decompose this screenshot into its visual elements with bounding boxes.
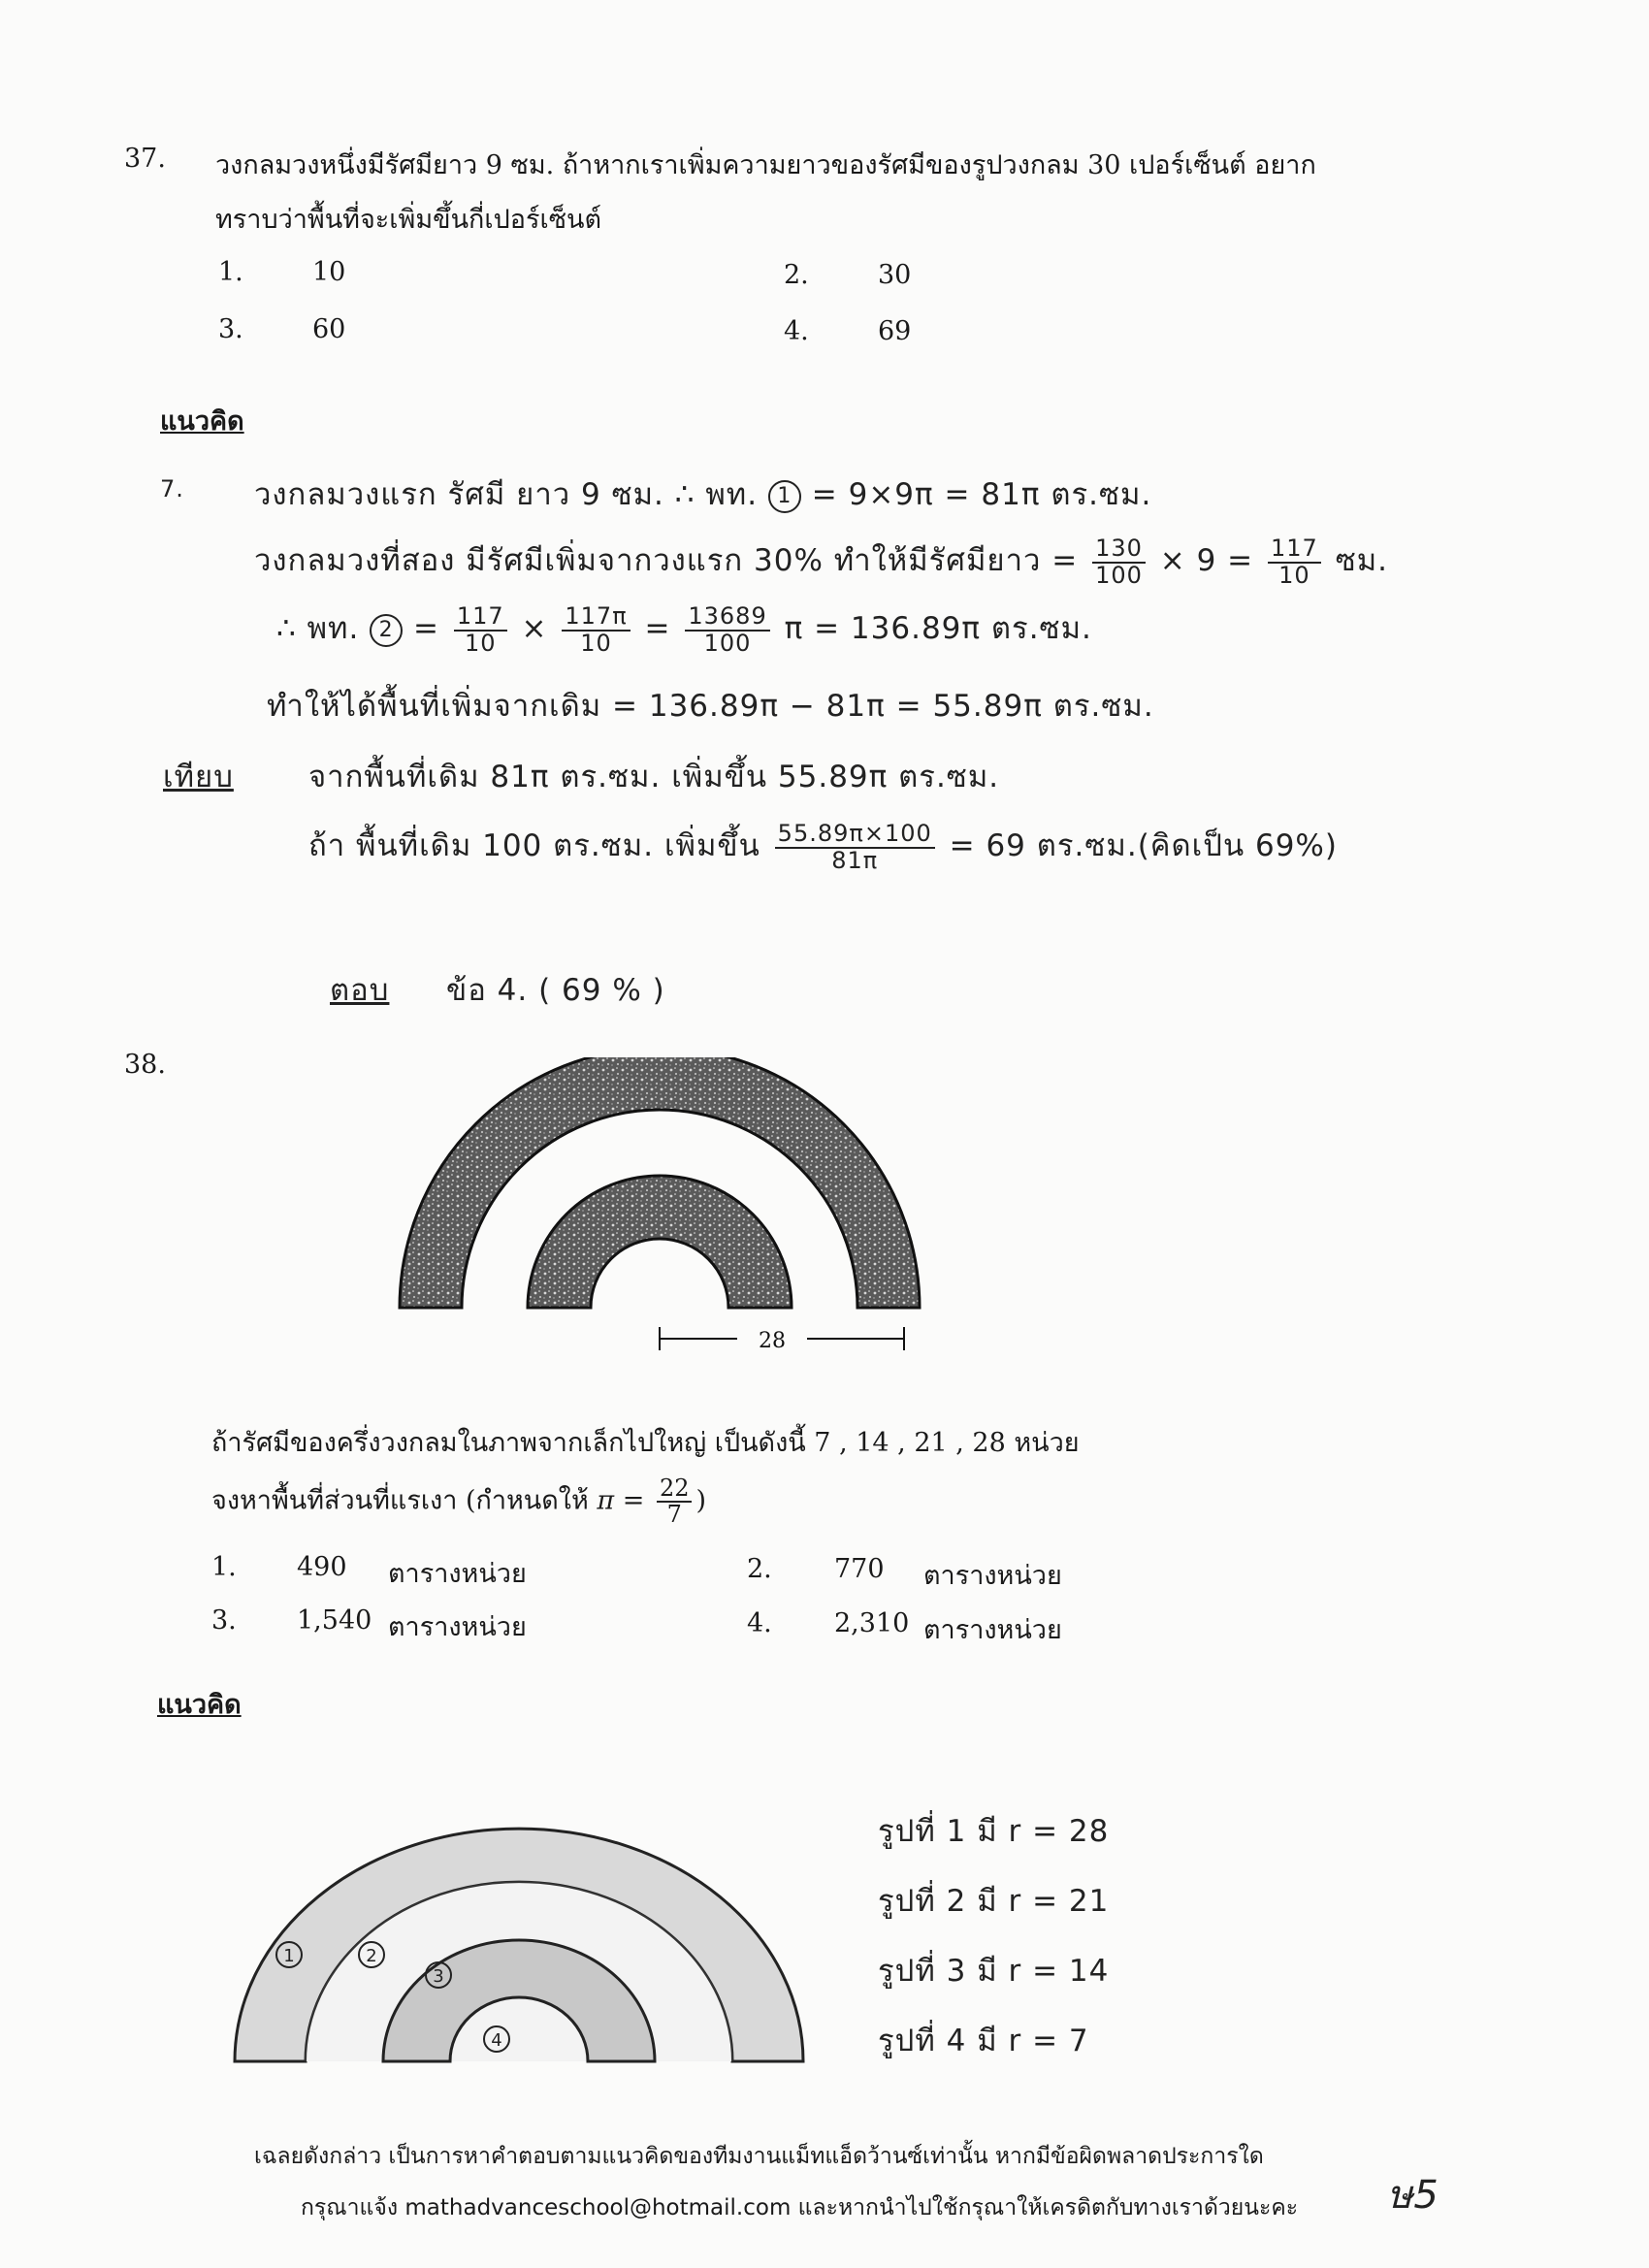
solution-line6 bbox=[308, 821, 1338, 873]
denominator: 81π bbox=[831, 846, 879, 874]
choice-number: 3. bbox=[218, 314, 243, 344]
solution-line3 bbox=[276, 603, 1092, 656]
choice-value: 30 bbox=[878, 260, 912, 290]
choice-unit: ตารางหน่วย bbox=[388, 1559, 527, 1589]
circled-number: 1 bbox=[768, 480, 801, 513]
choice-unit: ตารางหน่วย bbox=[923, 1561, 1062, 1591]
numerator: 130 bbox=[1092, 536, 1146, 563]
solution-line1 bbox=[254, 470, 1151, 518]
solution-line4: ทำให้ได้พื้นที่เพิ่มจากเดิม = 136.89π − 81π = 55.89π ตร.ซม. bbox=[267, 689, 1154, 724]
choice-value: 770 bbox=[834, 1554, 885, 1584]
pi-symbol: π = bbox=[597, 1485, 645, 1516]
denominator: 100 bbox=[703, 629, 752, 657]
choice-number: 1. bbox=[211, 1552, 237, 1582]
line2-part-c: ซม. bbox=[1335, 543, 1389, 578]
choice-value: 490 bbox=[297, 1552, 347, 1582]
question-38-text-line1: ถ้ารัศมีของครึ่งวงกลมในภาพจากเล็กไปใหญ่ เป็นดังนี้ 7 , 14 , 21 , 28 หน่วย bbox=[211, 1428, 1080, 1458]
radius-item: รูปที่ 1 มี r = 28 bbox=[878, 1814, 1110, 1849]
dimension-label: 28 bbox=[759, 1329, 786, 1353]
radius-item: รูปที่ 3 มี r = 14 bbox=[878, 1954, 1110, 1989]
fraction bbox=[1092, 536, 1146, 587]
denominator: 10 bbox=[1278, 561, 1310, 589]
text2-part-b: ) bbox=[695, 1485, 707, 1516]
radius-item: รูปที่ 2 มี r = 21 bbox=[878, 1884, 1110, 1919]
numerator: 117π bbox=[562, 604, 630, 631]
choice-unit: ตารางหน่วย bbox=[388, 1612, 527, 1642]
region-label: 1 bbox=[283, 1946, 295, 1966]
line2-part-b: × 9 = bbox=[1159, 543, 1254, 578]
footer-line2: กรุณาแจ้ง mathadvanceschool@hotmail.com และหากนำไปใช้กรุณาให้เครดิตกับทางเราด้วยนะคะ bbox=[301, 2195, 1299, 2220]
compare-label: เทียบ bbox=[163, 760, 234, 794]
region-label: 3 bbox=[433, 1966, 444, 1987]
page-mark: ษ5 bbox=[1387, 2173, 1439, 2218]
fraction bbox=[562, 604, 630, 655]
pi-fraction bbox=[657, 1476, 693, 1527]
method-heading: แนวคิด bbox=[160, 406, 244, 437]
line3-part-a: ∴ พท. bbox=[276, 611, 360, 646]
region-label: 2 bbox=[366, 1946, 377, 1966]
line3-part-c: π = 136.89π ตร.ซม. bbox=[784, 611, 1092, 646]
choice-number: 4. bbox=[747, 1608, 772, 1638]
choice-number: 2. bbox=[747, 1554, 772, 1584]
question-38-number: 38. bbox=[124, 1050, 166, 1080]
answer-value: ข้อ 4. ( 69 % ) bbox=[446, 973, 665, 1008]
line1-part-b: = 9×9π = 81π ตร.ซม. bbox=[811, 477, 1152, 512]
radius-item: รูปที่ 4 มี r = 7 bbox=[878, 2024, 1089, 2058]
numerator: 55.89π×100 bbox=[775, 822, 935, 848]
numerator: 22 bbox=[657, 1476, 693, 1503]
method-heading-38: แนวคิด bbox=[157, 1690, 242, 1720]
choice-number: 1. bbox=[218, 257, 243, 287]
choice-number: 3. bbox=[211, 1605, 237, 1636]
equals-sign: = bbox=[644, 611, 671, 646]
line3-part-b: = bbox=[413, 611, 440, 646]
line1-part-a: วงกลมวงแรก รัศมี ยาว 9 ซม. ∴ พท. bbox=[254, 477, 759, 512]
choice-number: 4. bbox=[784, 316, 809, 346]
line2-part-a: วงกลมวงที่สอง มีรัศมีเพิ่มจากวงแรก 30% ทำให้มีรัศมียาว = bbox=[254, 543, 1079, 578]
question-38-diagram bbox=[388, 1057, 931, 1377]
question-37-text-line2: ทราบว่าพื้นที่จะเพิ่มขึ้นกี่เปอร์เซ็นต์ bbox=[215, 205, 602, 235]
multiply-sign: × bbox=[521, 611, 548, 646]
numerator: 13689 bbox=[685, 604, 769, 631]
question-38-text-line2 bbox=[211, 1476, 706, 1527]
question-38-sketch bbox=[223, 1785, 815, 2076]
line6-part-a: ถ้า พื้นที่เดิม 100 ตร.ซม. เพิ่มขึ้น bbox=[308, 828, 760, 863]
region-label: 4 bbox=[491, 2030, 502, 2051]
inner-shaded-ring bbox=[528, 1176, 792, 1308]
numerator: 117 bbox=[1268, 536, 1321, 563]
circled-number: 2 bbox=[370, 614, 403, 647]
numerator: 117 bbox=[454, 604, 507, 631]
question-37-text-line1: วงกลมวงหนึ่งมีรัศมียาว 9 ซม. ถ้าหากเราเพิ่มความยาวของรัศมีของรูปวงกลม 30 เปอร์เซ็นต์ อยาก bbox=[215, 150, 1316, 180]
choice-value: 60 bbox=[312, 314, 346, 344]
denominator: 10 bbox=[465, 629, 497, 657]
fraction bbox=[685, 604, 769, 655]
choice-value: 2,310 bbox=[834, 1608, 910, 1638]
choice-value: 69 bbox=[878, 316, 912, 346]
solution-mark: 7. bbox=[160, 475, 184, 502]
footer-line1: เฉลยดังกล่าว เป็นการหาคำตอบตามแนวคิดของทีมงานแม็ทแอ็ดว้านซ์เท่านั้น หากมีข้อผิดพลาดประการใด bbox=[254, 2144, 1264, 2169]
text2-part-a: จงหาพื้นที่ส่วนที่แรเงา (กำหนดให้ bbox=[211, 1485, 589, 1516]
choice-unit: ตารางหน่วย bbox=[923, 1615, 1062, 1645]
fraction bbox=[775, 822, 935, 872]
choice-value: 10 bbox=[312, 257, 346, 287]
denominator: 100 bbox=[1095, 561, 1143, 589]
denominator: 7 bbox=[666, 1501, 682, 1529]
choice-value: 1,540 bbox=[297, 1605, 372, 1636]
solution-line5: จากพื้นที่เดิม 81π ตร.ซม. เพิ่มขึ้น 55.89π ตร.ซม. bbox=[308, 760, 1000, 794]
question-37-number: 37. bbox=[124, 144, 166, 174]
solution-line2 bbox=[254, 535, 1388, 588]
fraction bbox=[1268, 536, 1321, 587]
answer-label: ตอบ bbox=[330, 973, 390, 1008]
fraction bbox=[454, 604, 507, 655]
denominator: 10 bbox=[580, 629, 612, 657]
line6-part-b: = 69 ตร.ซม.(คิดเป็น 69%) bbox=[949, 828, 1338, 863]
choice-number: 2. bbox=[784, 260, 809, 290]
